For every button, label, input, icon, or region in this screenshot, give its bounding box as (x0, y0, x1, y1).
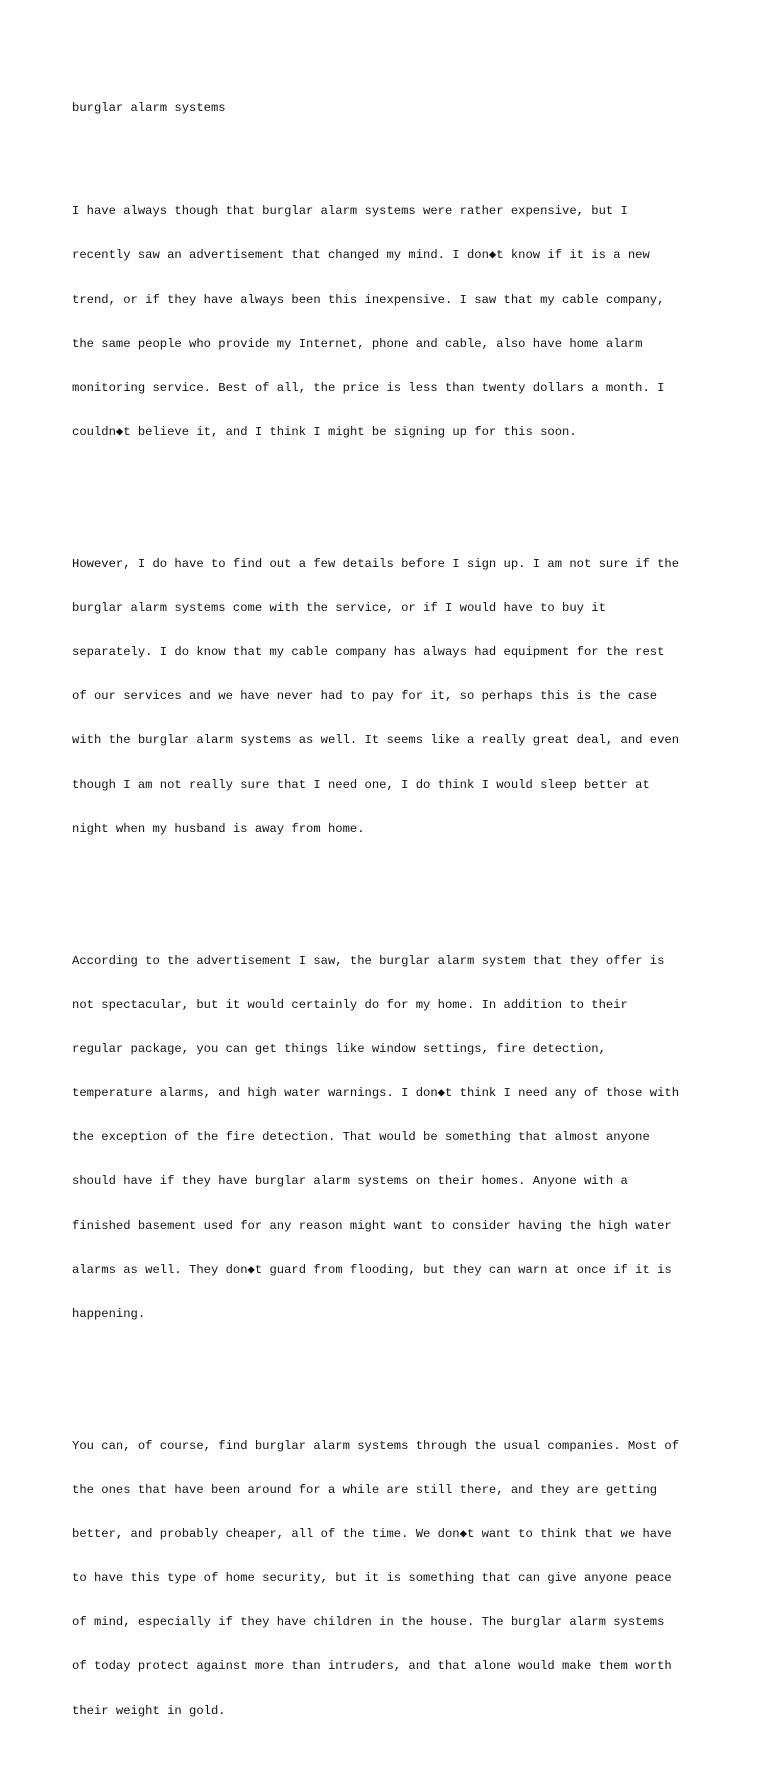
paragraph-line: their weight in gold. (72, 1703, 226, 1718)
paragraph-line: the same people who provide my Internet, phone and cable, also have home alarm (72, 336, 643, 351)
paragraph-line: alarms as well. They don◆t guard from flooding, but they can warn at once if it is (72, 1262, 672, 1277)
paragraph-line: night when my husband is away from home. (72, 821, 365, 836)
paragraph-line: burglar alarm systems come with the service, or if I would have to buy it (72, 601, 606, 616)
paragraph-line: to have this type of home security, but it is something that can give anyone peace (72, 1571, 672, 1586)
document-page (72, 72, 712, 1777)
paragraph-1 (72, 175, 712, 469)
paragraph-line: the ones that have been around for a while are still there, and they are getting (72, 1483, 658, 1498)
paragraph-line: of mind, especially if they have children in the house. The burglar alarm systems (72, 1615, 665, 1630)
paragraph-line: However, I do have to find out a few details before I sign up. I am not sure if the (72, 557, 680, 572)
paragraph-4 (72, 1410, 712, 1748)
paragraph-line: of our services and we have never had to pay for it, so perhaps this is the case (72, 689, 658, 704)
paragraph-line: couldn◆t believe it, and I think I might be signing up for this soon. (72, 424, 577, 439)
paragraph-line: better, and probably cheaper, all of the time. We don◆t want to think that we have (72, 1527, 672, 1542)
paragraph-line: separately. I do know that my cable company has always had equipment for the rest (72, 645, 665, 660)
paragraph-2 (72, 528, 712, 866)
paragraph-line: the exception of the fire detection. That would be something that almost anyone (72, 1130, 650, 1145)
paragraph-line: with the burglar alarm systems as well. It seems like a really great deal, and even (72, 733, 680, 748)
paragraph-line: of today protect against more than intruders, and that alone would make them worth (72, 1659, 672, 1674)
paragraph-line: You can, of course, find burglar alarm systems through the usual companies. Most of (72, 1438, 680, 1453)
paragraph-line: though I am not really sure that I need one, I do think I would sleep better at (72, 777, 650, 792)
paragraph-line: I have always though that burglar alarm systems were rather expensive, but I (72, 204, 628, 219)
paragraph-line: monitoring service. Best of all, the price is less than twenty dollars a month. I (72, 380, 665, 395)
paragraph-line: trend, or if they have always been this inexpensive. I saw that my cable company, (72, 292, 665, 307)
paragraph-line: not spectacular, but it would certainly do for my home. In addition to their (72, 998, 628, 1013)
paragraph-line: should have if they have burglar alarm systems on their homes. Anyone with a (72, 1174, 628, 1189)
paragraph-line: According to the advertisement I saw, the burglar alarm system that they offer is (72, 953, 665, 968)
paragraph-line: recently saw an advertisement that changed my mind. I don◆t know if it is a new (72, 248, 650, 263)
paragraph-line: finished basement used for any reason might want to consider having the high water (72, 1218, 672, 1233)
paragraph-line: regular package, you can get things like window settings, fire detection, (72, 1042, 606, 1057)
paragraph-line: temperature alarms, and high water warnings. I don◆t think I need any of those with (72, 1086, 680, 1101)
paragraph-3 (72, 925, 712, 1351)
document-title: burglar alarm systems (72, 101, 226, 116)
paragraph-line: happening. (72, 1306, 146, 1321)
